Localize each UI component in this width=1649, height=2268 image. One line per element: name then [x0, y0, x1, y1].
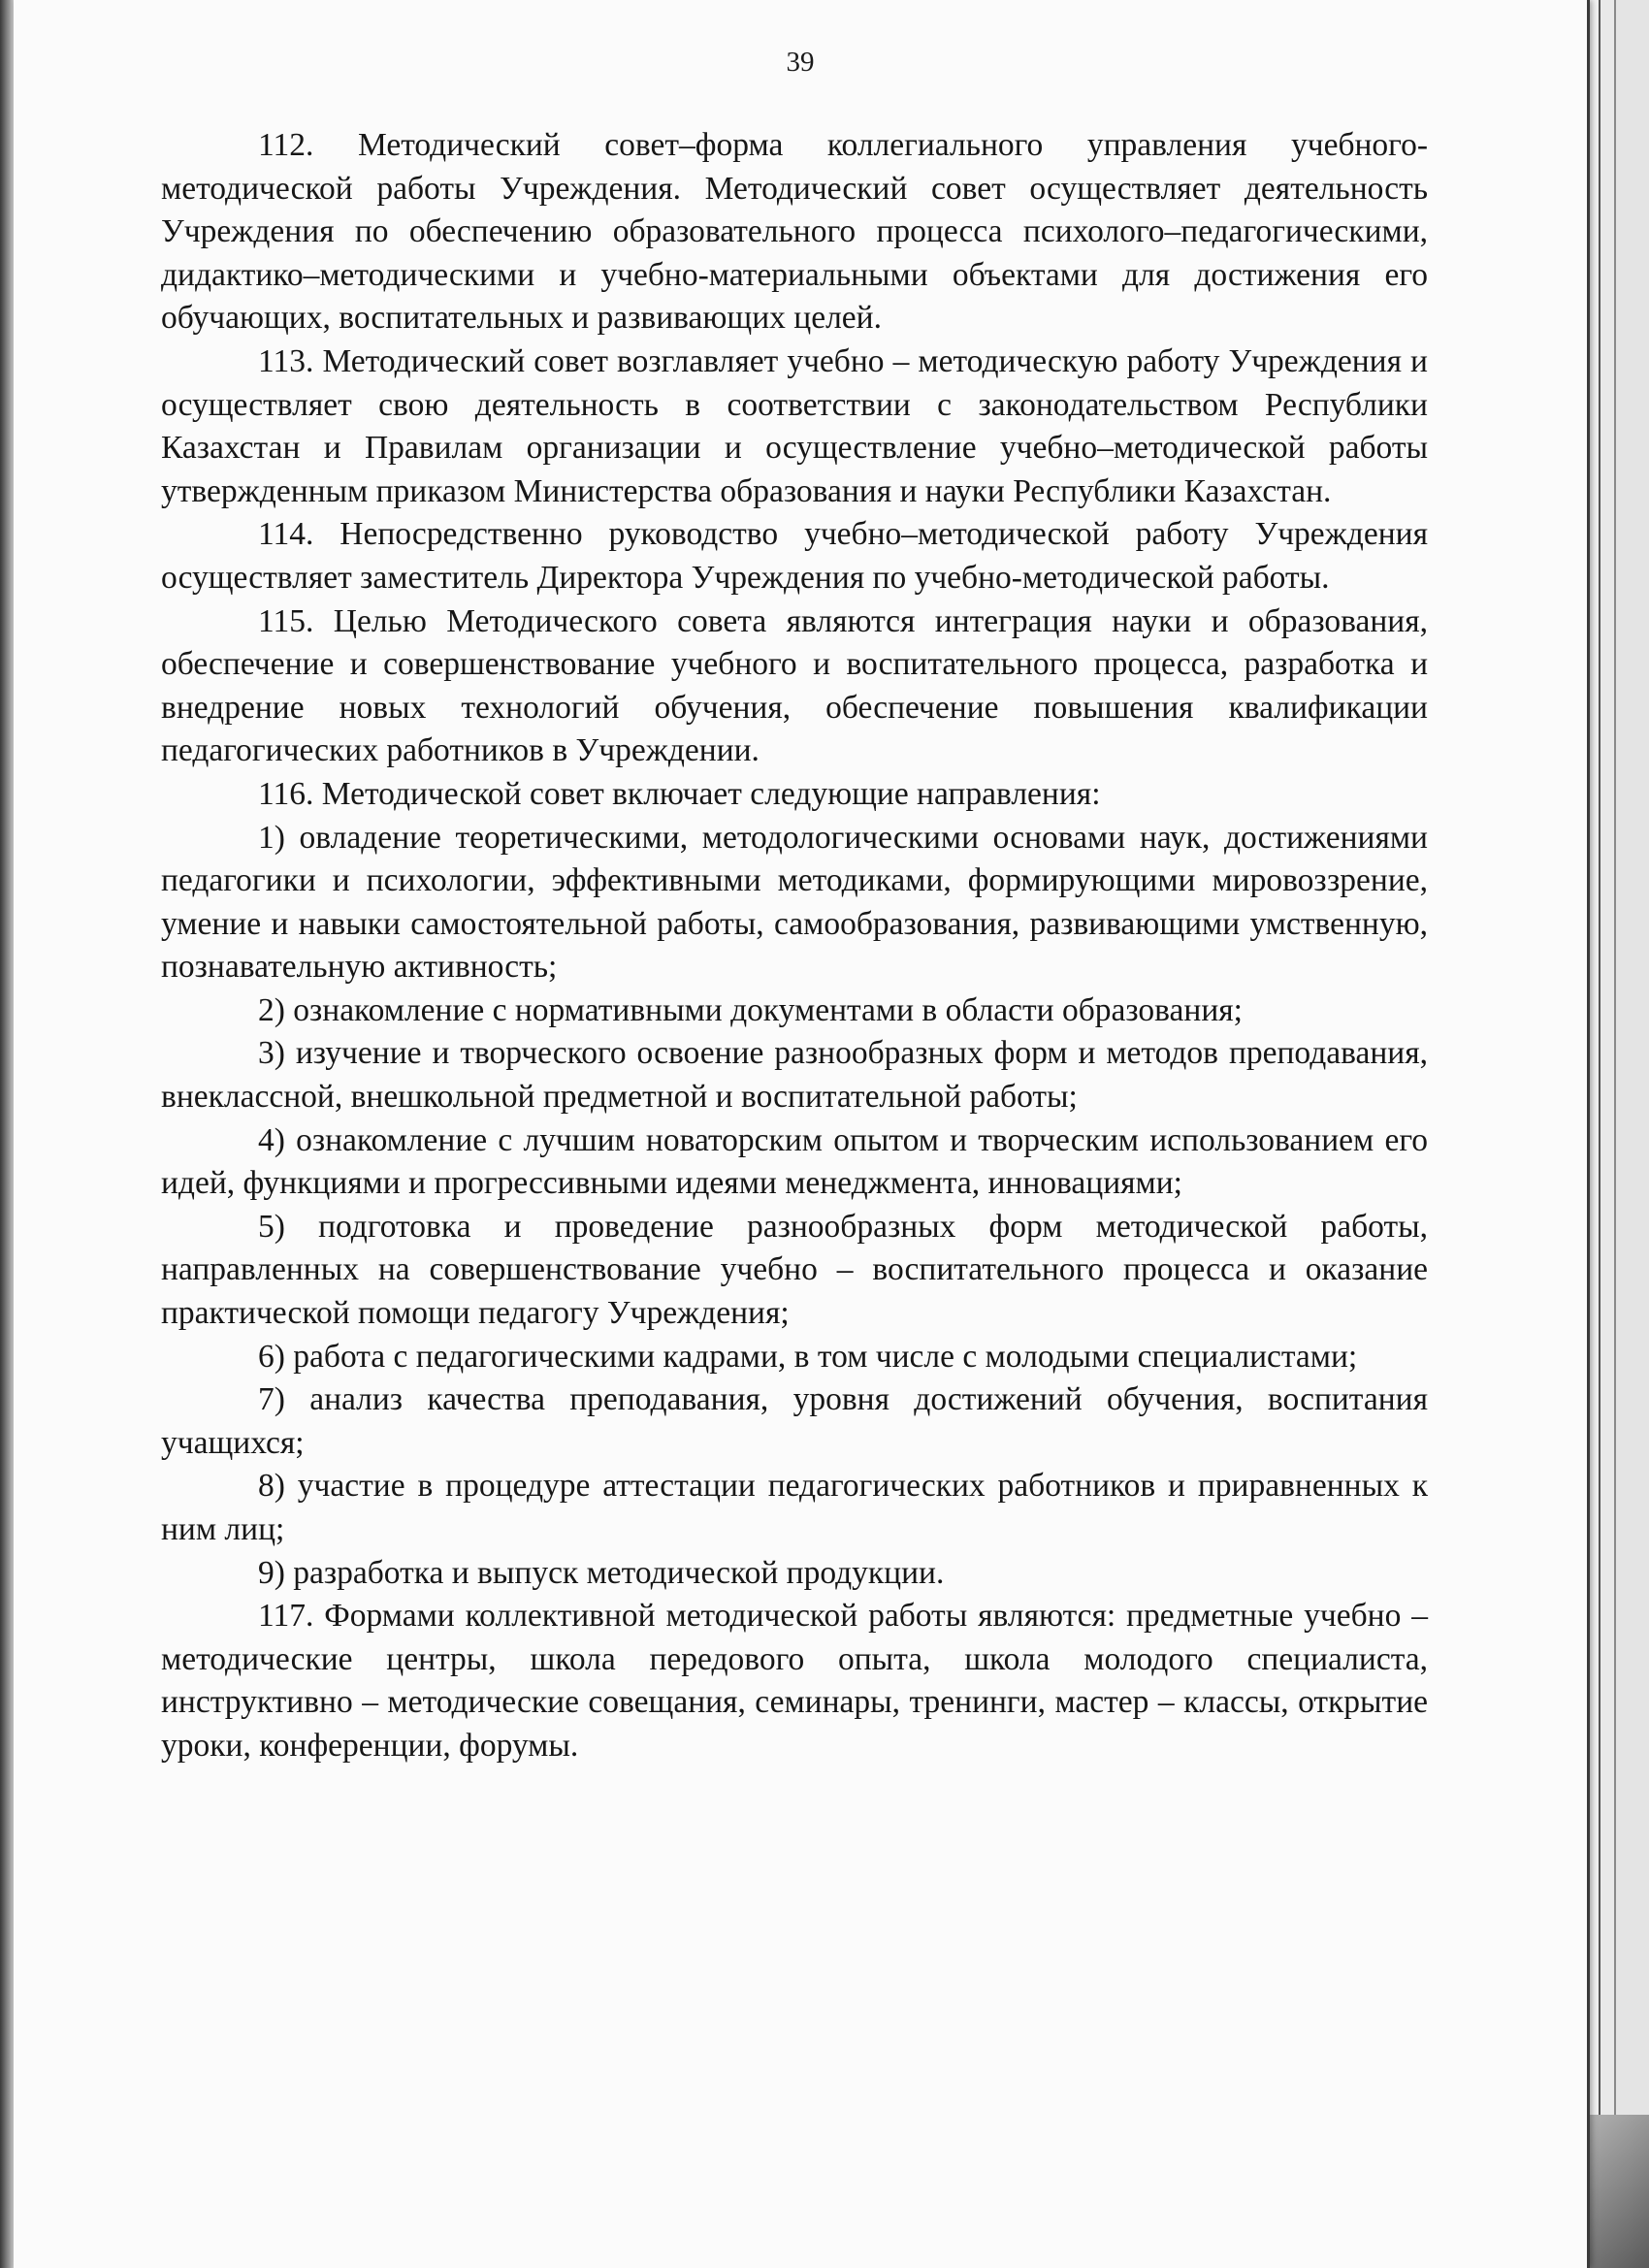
- list-item-9: 9) разработка и выпуск методической продукции.: [258, 1554, 945, 1591]
- list-item-2: 2) ознакомление с нормативными документами в области образования;: [258, 991, 1243, 1028]
- scanner-shadow: [0, 0, 14, 2268]
- list-item-7: 7) анализ качества преподавания, уровня достижений обучения, воспитания учащихся;: [161, 1381, 1428, 1461]
- paragraph-117: 117. Формами коллективной методической работы являются: предметные учебно – методические центры, школа передового опыта, школа молодого специалиста, инструктивно – методические совещания, семинары, тренинги, мастер – классы, открытие уроки, конференции, форумы.: [161, 1598, 1428, 1764]
- list-item-8: 8) участие в процедуре аттестации педагогических работников и приравненных к ним лиц;: [161, 1468, 1428, 1547]
- page-stack-edge: [1614, 0, 1649, 2268]
- list-item-3: 3) изучение и творческого освоение разнообразных форм и методов преподавания, внеклассной, внешкольной предметной и воспитательной работы;: [161, 1035, 1428, 1116]
- list-item-1: 1) овладение теоретическими, методологическими основами наук, достижениями педагогики и психологии, эффективными методиками, формирующими мировоззрение, умение и навыки самостоятельной работы, самообразования, развивающими умственную, познавательную активность;: [161, 819, 1428, 986]
- document-body: [161, 124, 1428, 1768]
- paragraph-115: 115. Целью Методического совета являются интеграция науки и образования, обеспечение и совершенствование учебного и воспитательного процесса, разработка и внедрение новых технологий обучения, обеспечение повышения квалификации педагогических работников в Учреждении.: [161, 602, 1428, 769]
- list-item-4: 4) ознакомление с лучшим новаторским опытом и творческим использованием его идей, функциями и прогрессивными идеями менеджмента, инновациями;: [161, 1121, 1428, 1202]
- page-number: 39: [786, 47, 815, 78]
- paragraph-113: 113. Методический совет возглавляет учебно – методическую работу Учреждения и осуществляет свою деятельность в соответствии с законодательством Республики Казахстан и Правилам организации и осуществление учебно–методической работы утвержденным приказом Министерства образования и науки Республики Казахстан.: [161, 342, 1428, 509]
- paragraph-114: 114. Непосредственно руководство учебно–методической работу Учреждения осуществляет заместитель Директора Учреждения по учебно-методической работы.: [161, 516, 1428, 596]
- paragraph-112: 112. Методический совет–форма коллегиального управления учебного-методической работы Учреждения. Методический совет осуществляет деятельность Учреждения по обеспечению образовательного процесса психолого–педагогическими, дидактико–методическими и учебно-материальными объектами для достижения его обучающих, воспитательных и развивающих целей.: [161, 127, 1428, 337]
- list-item-5: 5) подготовка и проведение разнообразных форм методической работы, направленных на совершенствование учебно – воспитательного процесса и оказание практической помощи педагогу Учреждения;: [161, 1208, 1428, 1332]
- paragraph-116: 116. Методической совет включает следующие направления:: [258, 775, 1101, 812]
- list-item-6: 6) работа с педагогическими кадрами, в том числе с молодыми специалистами;: [258, 1338, 1358, 1375]
- document-page: [14, 0, 1590, 2268]
